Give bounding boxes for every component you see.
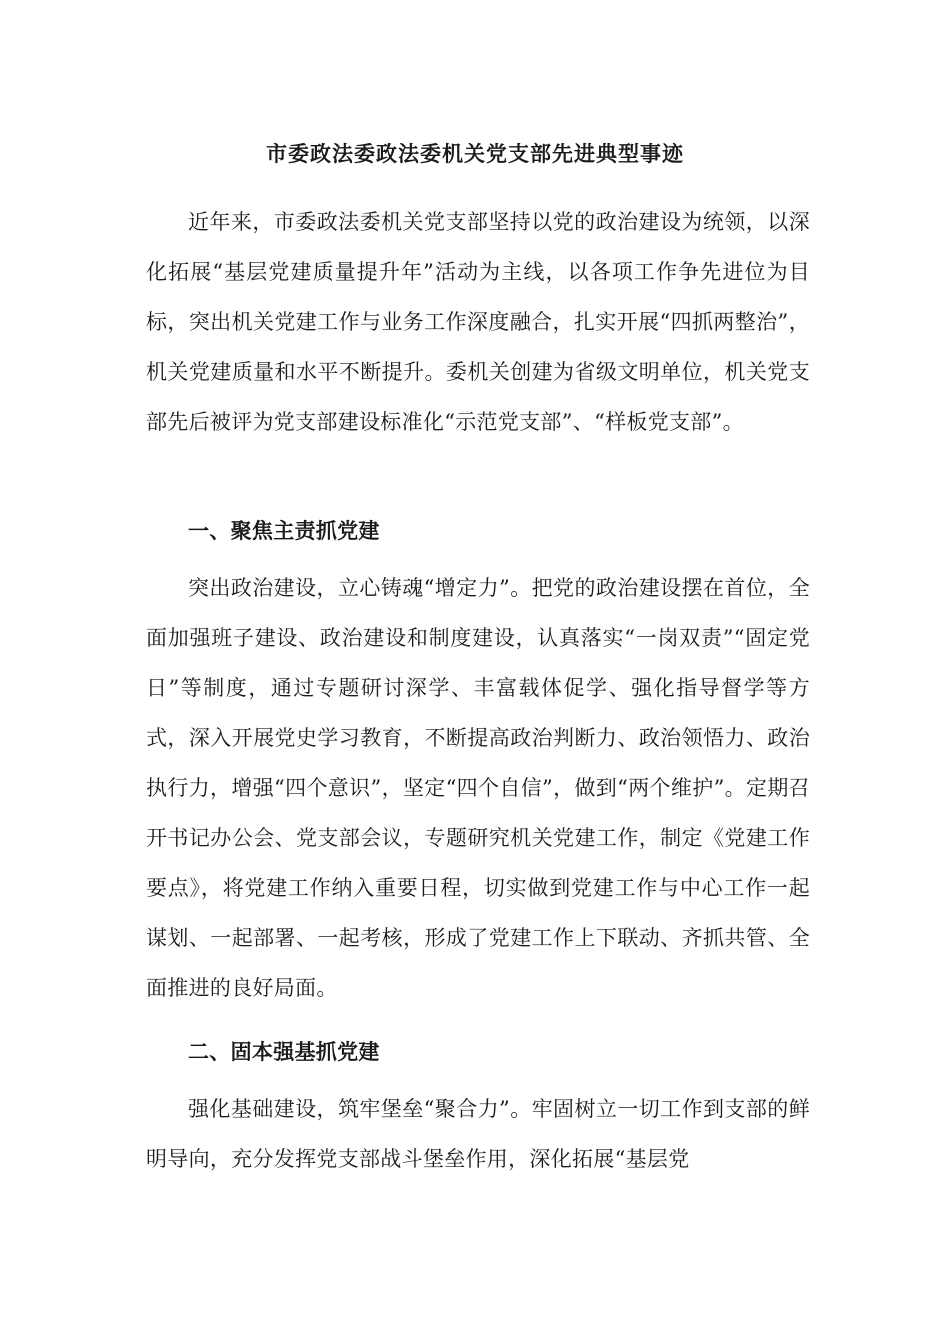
- section-1-text: 突出政治建设，立心铸魂“增定力”。把党的政治建设摆在首位，全面加强班子建设、政治建设和制度建设，认真落实“一岗双责”“固定党日”等制度，通过专题研讨深学、丰富载体促学、强化指导督学等方式，深入开展党史学习教育，不断提高政治判断力、政治领悟力、政治执行力，增强“四个意识”，坚定“四个自信”，做到“两个维护”。定期召开书记办公会、党支部会议，专题研究机关党建工作，制定《党建工作要点》，将党建工作纳入重要日程，切实做到党建工作与中心工作一起谋划、一起部署、一起考核，形成了党建工作上下联动、齐抓共管、全面推进的良好局面。: [146, 576, 810, 1000]
- document-title: 市委政法委政法委机关党支部先进典型事迹: [266, 141, 684, 166]
- intro-text: 近年来，市委政法委机关党支部坚持以党的政治建设为统领，以深化拓展“基层党建质量提升年”活动为主线，以各项工作争先进位为目标，突出机关党建工作与业务工作深度融合，扎实开展“四抓两整治”，机关党建质量和水平不断提升。委机关创建为省级文明单位，机关党支部先后被评为党支部建设标准化“示范党支部”、“样板党支部”。: [146, 210, 810, 434]
- section-heading-1: 一、聚焦主责抓党建: [188, 518, 380, 543]
- intro-paragraph: [146, 197, 810, 447]
- section-paragraph-1: [146, 563, 810, 1013]
- section-heading-2: 二、固本强基抓党建: [188, 1039, 380, 1064]
- section-2-text: 强化基础建设，筑牢堡垒“聚合力”。牢固树立一切工作到支部的鲜明导向，充分发挥党支部战斗堡垒作用，深化拓展“基层党: [146, 1097, 810, 1171]
- section-paragraph-2: [146, 1084, 810, 1184]
